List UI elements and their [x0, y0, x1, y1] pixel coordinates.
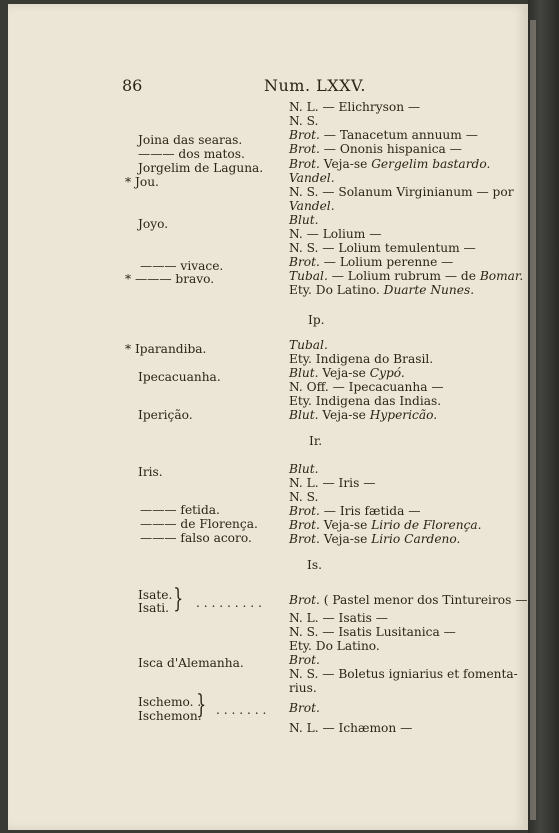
text-run: — Lolium perenne —: [319, 255, 454, 269]
text-run: Veja-se: [318, 366, 370, 380]
right-entry-line: [289, 408, 437, 422]
headword: ——— falso acoro.: [140, 531, 252, 545]
italic-run: Lirio Cardeno.: [371, 532, 461, 546]
right-entry-line: [289, 227, 381, 241]
headword: * Jou.: [125, 175, 159, 189]
italic-run: Brot.: [289, 653, 320, 667]
text-run: N. L. — Elichryson —: [289, 100, 421, 114]
italic-run: Brot.: [289, 128, 320, 142]
section-heading: Ir.: [309, 434, 323, 448]
headword: Isca d'Alemanha.: [138, 656, 244, 670]
italic-run: Cypó.: [369, 366, 405, 380]
headword: Iris.: [138, 465, 163, 479]
right-entry-line: [289, 518, 482, 532]
page-title: Num. LXXV.: [264, 76, 366, 95]
headword: * ——— bravo.: [125, 272, 215, 286]
text-run: Ety. Indigena do Brasil.: [289, 352, 434, 366]
right-entry-line: [289, 366, 405, 380]
right-entry-line: [289, 352, 433, 366]
text-run: N. S. — Isatis Lusitanica —: [289, 625, 456, 639]
italic-run: Blut.: [289, 213, 319, 227]
headword: * Iparandiba.: [125, 342, 207, 356]
headword: ——— dos matos.: [138, 147, 245, 161]
right-entry-line: [289, 504, 420, 518]
right-entry-line: [289, 667, 518, 681]
right-entry-line: [289, 142, 462, 156]
right-entry-line: [289, 380, 444, 394]
text-run: — Ononis hispanica —: [319, 142, 462, 156]
italic-run: Brot.: [289, 532, 320, 546]
headword: Iperição.: [138, 408, 193, 422]
right-entry-line: [289, 476, 375, 490]
section-heading: Ip.: [308, 313, 325, 327]
right-entry-line: [289, 185, 514, 199]
italic-run: Lirio de Florença.: [371, 518, 482, 532]
text-run: N. L. — Ichæmon —: [289, 721, 413, 735]
italic-run: Brot.: [289, 157, 320, 171]
right-entry-line: [289, 490, 318, 504]
headword: . . . . . . .: [216, 703, 267, 717]
right-entry-line: [289, 157, 490, 171]
text-run: — Tanacetum annuum —: [319, 128, 478, 142]
text-run: — Iris fætida —: [319, 504, 421, 518]
text-run: Veja-se: [318, 408, 370, 422]
italic-run: Blut.: [289, 462, 319, 476]
headword: . . . . . . . . .: [196, 596, 262, 610]
text-run: N. Off. — Ipecacuanha —: [289, 380, 444, 394]
right-entry-line: [289, 701, 320, 715]
right-entry-line: [289, 269, 523, 283]
headword: ——— fetida.: [140, 503, 220, 517]
headword: ——— vivace.: [140, 259, 224, 273]
italic-run: Vandel.: [289, 171, 335, 185]
italic-run: Brot.: [289, 504, 320, 518]
right-entry-line: [289, 394, 441, 408]
text-run: Ety. Do Latino.: [289, 283, 384, 297]
headword: Joina das searas.: [138, 133, 243, 147]
right-entry-line: [289, 593, 527, 607]
text-run: rius.: [289, 681, 317, 695]
italic-run: Brot.: [289, 255, 320, 269]
italic-run: Brot.: [289, 518, 320, 532]
headword: Ischemo. .: [138, 695, 202, 709]
headword: ——— de Florença.: [140, 517, 258, 531]
text-run: N. S.: [289, 490, 319, 504]
italic-run: Hypericão.: [369, 408, 438, 422]
right-entry-line: [289, 639, 380, 653]
section-heading: Is.: [307, 558, 322, 572]
headword: Isate.: [138, 588, 173, 602]
italic-run: Vandel.: [289, 199, 335, 213]
right-entry-line: [289, 625, 456, 639]
right-entry-line: [289, 721, 412, 735]
text-run: N. S.: [289, 114, 319, 128]
italic-run: Tubal.: [289, 269, 328, 283]
right-entry-line: [289, 114, 318, 128]
right-entry-line: [289, 100, 420, 114]
italic-run: Brot.: [289, 593, 320, 607]
right-entry-line: [289, 653, 320, 667]
headword: Joyo.: [138, 217, 169, 231]
text-run: N. S. — Lolium temulentum —: [289, 241, 476, 255]
italic-run: Gergelim bastardo.: [371, 157, 491, 171]
italic-run: Blut.: [289, 366, 319, 380]
text-run: N. S. — Boletus igniarius et fomenta-: [289, 667, 518, 681]
text-run: Veja-se: [319, 518, 372, 532]
italic-run: Bomar.: [479, 269, 524, 283]
headword: Isati.: [138, 601, 170, 615]
right-entry-line: [289, 283, 474, 297]
right-entry-line: [289, 171, 335, 185]
text-run: N. — Lolium —: [289, 227, 382, 241]
text-run: Veja-se: [319, 157, 372, 171]
italic-run: Duarte Nunes.: [383, 283, 475, 297]
right-entry-line: [289, 241, 476, 255]
brace-isate: }: [173, 584, 184, 614]
text-run: — Lolium rubrum — de: [327, 269, 480, 283]
headword: Ipecacuanha.: [138, 370, 221, 384]
text-run: Ety. Indigena das Indias.: [289, 394, 442, 408]
headword: Jorgelim de Laguna.: [138, 161, 264, 175]
headword: Ischemon.: [138, 709, 202, 723]
right-entry-line: [289, 128, 478, 142]
right-entry-line: [289, 199, 335, 213]
text-run: N. L. — Iris —: [289, 476, 376, 490]
italic-run: Brot.: [289, 701, 320, 715]
right-entry-line: [289, 681, 317, 695]
text-run: Ety. Do Latino.: [289, 639, 380, 653]
page-number: 86: [122, 76, 143, 95]
right-entry-line: [289, 255, 453, 269]
text-run: N. S. — Solanum Virginianum — por: [289, 185, 514, 199]
text-run: Veja-se: [319, 532, 372, 546]
right-entry-line: [289, 532, 460, 546]
italic-run: Blut.: [289, 408, 319, 422]
italic-run: Tubal.: [289, 338, 328, 352]
right-entry-line: [289, 462, 318, 476]
brace-ischemo: }: [196, 690, 207, 720]
text-run: N. L. — Isatis —: [289, 611, 388, 625]
text-run: ( Pastel menor dos Tintureiros —: [319, 593, 528, 607]
right-entry-line: [289, 213, 318, 227]
right-entry-line: [289, 611, 388, 625]
right-entry-line: [289, 338, 328, 352]
page-edge: [530, 20, 536, 820]
italic-run: Brot.: [289, 142, 320, 156]
